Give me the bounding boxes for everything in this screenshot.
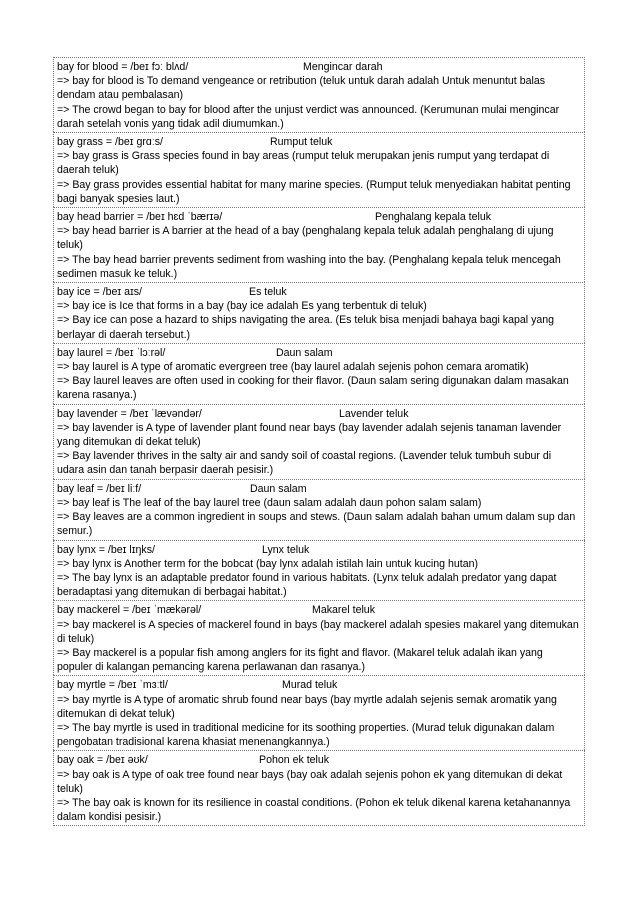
translation: Rumput teluk	[270, 136, 333, 149]
definition: => bay for blood is To demand vengeance or retribution (teluk untuk darah adalah Untuk menuntut balas dendam atau pembalasan)	[57, 75, 546, 102]
definition: => bay lavender is A type of lavender plant found near bays (bay lavender adalah sejenis tanaman lavender yang ditemukan di dekat teluk)	[57, 421, 562, 449]
headword: bay leaf = /beɪ liːf/	[57, 482, 142, 495]
headword: bay grass = /beɪ ɡrɑːs/	[57, 136, 163, 149]
glossary-page	[53, 57, 585, 826]
example-sentence: => The bay myrtle is used in traditional medicine for its soothing properties. (Murad teluk digunakan dalam pengobatan tradisional karena khasiat menenangkannya.)	[57, 721, 555, 749]
headword: bay ice = /beɪ aɪs/	[57, 286, 142, 299]
example-sentence: => The bay lynx is an adaptable predator found in various habitats. (Lynx teluk adalah predator yang dapat beradaptasi yang ditemukan di berbagai habitat.)	[57, 571, 557, 599]
glossary-entry	[53, 540, 585, 601]
glossary-entry	[53, 132, 585, 207]
headword: bay laurel = /beɪ ˈlɔːrəl/	[57, 346, 166, 359]
translation: Daun salam	[276, 346, 333, 359]
translation: Makarel teluk	[312, 604, 375, 617]
definition: => bay head barrier is A barrier at the head of a bay (penghalang kepala teluk adalah penghalang di ujung teluk)	[57, 225, 554, 252]
glossary-entry	[53, 57, 585, 132]
headword: bay lavender = /beɪ ˈlævəndər/	[57, 407, 202, 420]
translation: Lavender teluk	[339, 407, 409, 420]
translation: Lynx teluk	[262, 543, 310, 556]
example-sentence: => The bay oak is known for its resilience in coastal conditions. (Pohon ek teluk dikenal karena ketahanannya dalam kondisi pesisir.)	[57, 796, 571, 824]
glossary-entry	[53, 479, 585, 540]
definition: => bay ice is Ice that forms in a bay (bay ice adalah Es yang terbentuk di teluk)	[57, 300, 427, 313]
glossary-entry	[53, 207, 585, 282]
translation: Pohon ek teluk	[259, 754, 330, 767]
example-sentence: => Bay ice can pose a hazard to ships navigating the area. (Es teluk bisa menjadi bahaya bagi kapal yang berlayar di daerah tersebut.)	[57, 314, 555, 341]
definition: => bay mackerel is A species of mackerel found in bays (bay mackerel adalah spesies makarel yang ditemukan di teluk)	[57, 618, 579, 645]
translation: Penghalang kepala teluk	[375, 211, 492, 224]
headword: bay for blood = /beɪ fɔː blʌd/	[57, 61, 189, 73]
glossary-entry	[53, 343, 585, 404]
definition: => bay laurel is A type of aromatic evergreen tree (bay laurel adalah sejenis pohon cemara aromatik)	[57, 361, 529, 374]
translation: Murad teluk	[282, 679, 338, 692]
translation: Es teluk	[249, 286, 287, 299]
headword: bay mackerel = /beɪ ˈmækərəl/	[57, 604, 202, 617]
headword: bay head barrier = /beɪ hɛd ˈbærɪə/	[57, 211, 223, 224]
headword: bay lynx = /beɪ lɪŋks/	[57, 543, 155, 556]
translation: Daun salam	[250, 482, 307, 495]
glossary-entry	[53, 675, 585, 750]
example-sentence: => Bay laurel leaves are often used in cooking for their flavor. (Daun salam sering digunakan dalam masakan karena rasanya.)	[57, 375, 569, 402]
example-sentence: => Bay leaves are a common ingredient in soups and stews. (Daun salam adalah bahan umum dalam sup dan semur.)	[57, 511, 576, 538]
definition: => bay oak is A type of oak tree found near bays (bay oak adalah sejenis pohon ek yang ditemukan di dekat teluk)	[57, 768, 563, 795]
example-sentence: => The bay head barrier prevents sediment from washing into the bay. (Penghalang kepala teluk mencegah sedimen masuk ke teluk.)	[57, 253, 561, 280]
definition: => bay leaf is The leaf of the bay laurel tree (daun salam adalah daun pohon salam salam)	[57, 496, 482, 509]
glossary-entry	[53, 600, 585, 675]
definition: => bay grass is Grass species found in bay areas (rumput teluk merupakan jenis rumput yang terdapat di daerah teluk)	[57, 150, 550, 177]
headword: bay myrtle = /beɪ ˈmɜːtl/	[57, 679, 168, 692]
definition: => bay lynx is Another term for the bobcat (bay lynx adalah istilah lain untuk kucing hutan)	[57, 557, 479, 570]
example-sentence: => Bay grass provides essential habitat for many marine species. (Rumput teluk menyediakan habitat penting bagi banyak spesies laut.)	[57, 178, 571, 205]
glossary-entry	[53, 750, 585, 826]
example-sentence: => Bay lavender thrives in the salty air and sandy soil of coastal regions. (Lavender teluk tumbuh subur di udara asin dan tanah berpasir daerah pesisir.)	[57, 450, 552, 477]
glossary-entry	[53, 404, 585, 479]
headword: bay oak = /beɪ əʊk/	[57, 754, 148, 767]
definition: => bay myrtle is A type of aromatic shrub found near bays (bay myrtle adalah sejenis semak aromatik yang ditemukan di dekat teluk)	[57, 693, 557, 720]
example-sentence: => Bay mackerel is a popular fish among anglers for its fight and flavor. (Makarel teluk adalah ikan yang populer di kalangan pemancing karena perlawanan dan rasanya.)	[57, 646, 543, 674]
example-sentence: => The crowd began to bay for blood after the unjust verdict was announced. (Kerumunan mulai mengincar darah setelah vonis yang tidak adil diumumkan.)	[57, 103, 560, 130]
glossary-entry	[53, 282, 585, 343]
translation: Mengincar darah	[303, 61, 383, 73]
